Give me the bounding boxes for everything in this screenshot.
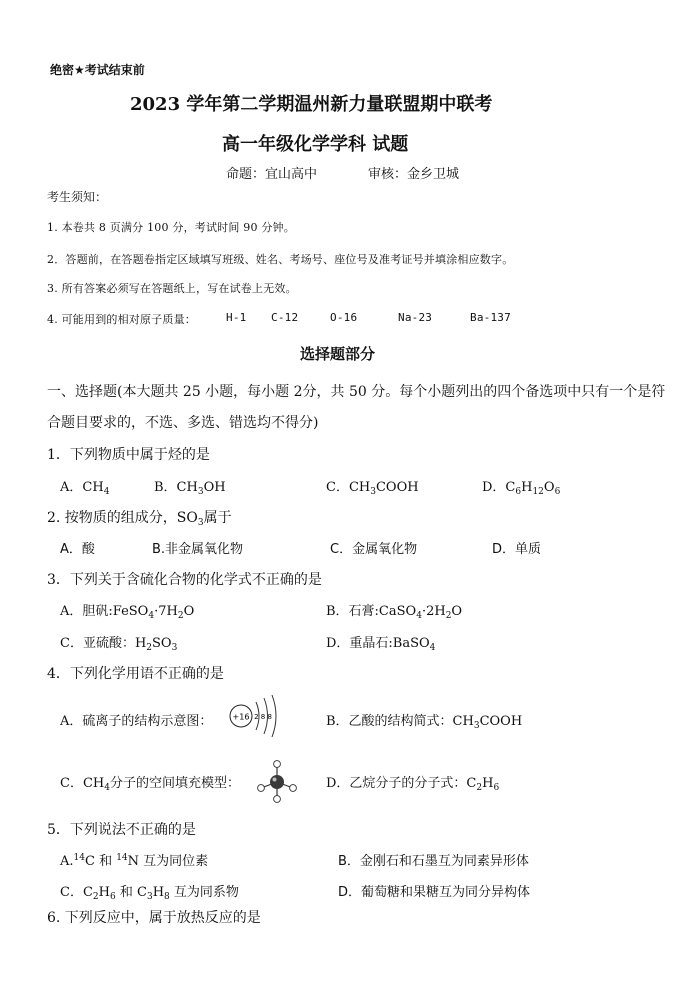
notice-item-2: 2．答题前，在答题卷指定区域填写班级、姓名、考场号、座位号及准考证号并填涂相应数字。 [47,253,514,266]
question-4-stem: 4．下列化学用语不正确的是 [47,666,224,682]
q3-option-c: C．亚硫酸：$H_2SO_3$ [60,636,178,653]
question-5-stem: 5．下列说法不正确的是 [47,822,196,838]
question-1-stem: 1．下列物质中属于烃的是 [47,447,210,463]
nucleus-charge: +16 [232,712,250,722]
q4-option-d: D．乙烷分子的分子式：$C_2H_6$ [326,776,500,793]
q4-option-c: C．$CH_4$分子的空间填充模型： [60,776,240,793]
sulfide-ion-diagram [226,692,284,740]
exam-title: 2023 学年第二学期温州新力量联盟期中联考 [130,94,493,115]
notice-item-1: 1. 本卷共 8 页满分 100 分，考试时间 90 分钟。 [47,221,295,234]
section-intro-line1: 一、选择题(本大题共 25 小题，每小题 2分，共 50 分。每个小题列出的四个备选项中只有一个是符 [47,384,666,400]
q4-option-b: B．乙酸的结构简式：$CH_3COOH$ [326,714,523,731]
atomic-mass-c: C-12 [271,311,299,324]
reviewer-label: 审核：金乡卫城 [368,167,460,182]
q5-option-b: B．金刚石和石墨互为同素异形体 [338,854,529,869]
q1-option-d: D．$C_6H_{12}O_6$ [482,480,561,497]
q1-option-b: B．$CH_3OH$ [154,480,226,497]
atomic-mass-ba: Ba-137 [470,311,511,324]
author-label: 命题：宜山高中 [226,167,318,182]
shell-electrons: 2 8 8 [254,713,272,721]
section-intro-line2: 合题目要求的，不选、多选、错选均不得分) [47,415,319,431]
q5-option-d: D．葡萄糖和果糖互为同分异构体 [338,885,531,900]
confidential-label: 绝密★考试结束前 [50,63,145,77]
notice-heading: 考生须知： [47,190,108,204]
atomic-mass-na: Na-23 [398,311,433,324]
q5-option-a: A.$^{14}$C 和 $^{14}$N 互为同位素 [60,853,209,869]
question-2-stem: 2. 按物质的组成分，$SO_3$属于 [47,510,232,528]
q3-option-d: D．重晶石:BaSO$_4$ [326,636,436,653]
atomic-mass-h: H-1 [226,311,247,324]
atomic-mass-o: O-16 [330,311,358,324]
q2-option-d: D．单质 [492,542,542,557]
question-3-stem: 3．下列关于含硫化合物的化学式不正确的是 [47,572,322,588]
notice-item-3: 3. 所有答案必须写在答题纸上，写在试卷上无效。 [47,282,297,295]
q1-option-a: A．$CH_4$ [60,480,110,497]
q3-option-a: A．胆矾$:FeSO_4\cdot 7H_2O$ [60,604,195,621]
section-title: 选择题部分 [300,345,376,363]
question-6-stem: 6. 下列反应中，属于放热反应的是 [47,910,261,926]
q2-option-c: C．金属氧化物 [330,542,418,557]
q4-option-a: A．硫离子的结构示意图： [60,714,213,729]
q3-option-b: B．石膏$:CaSO_4\cdot 2H_2O$ [326,604,463,621]
exam-subtitle: 高一年级化学学科 试题 [222,134,409,155]
methane-space-filling-model [252,758,302,806]
q2-option-b: B.非金属氧化物 [152,542,244,557]
q1-option-c: C．$CH_3COOH$ [326,480,419,497]
notice-item-4: 4. 可能用到的相对原子质量： [47,313,196,326]
q2-option-a: A．酸 [60,542,95,557]
q5-option-c: C．$C_2H_6$ 和 $C_3H_8$ 互为同系物 [60,885,239,902]
